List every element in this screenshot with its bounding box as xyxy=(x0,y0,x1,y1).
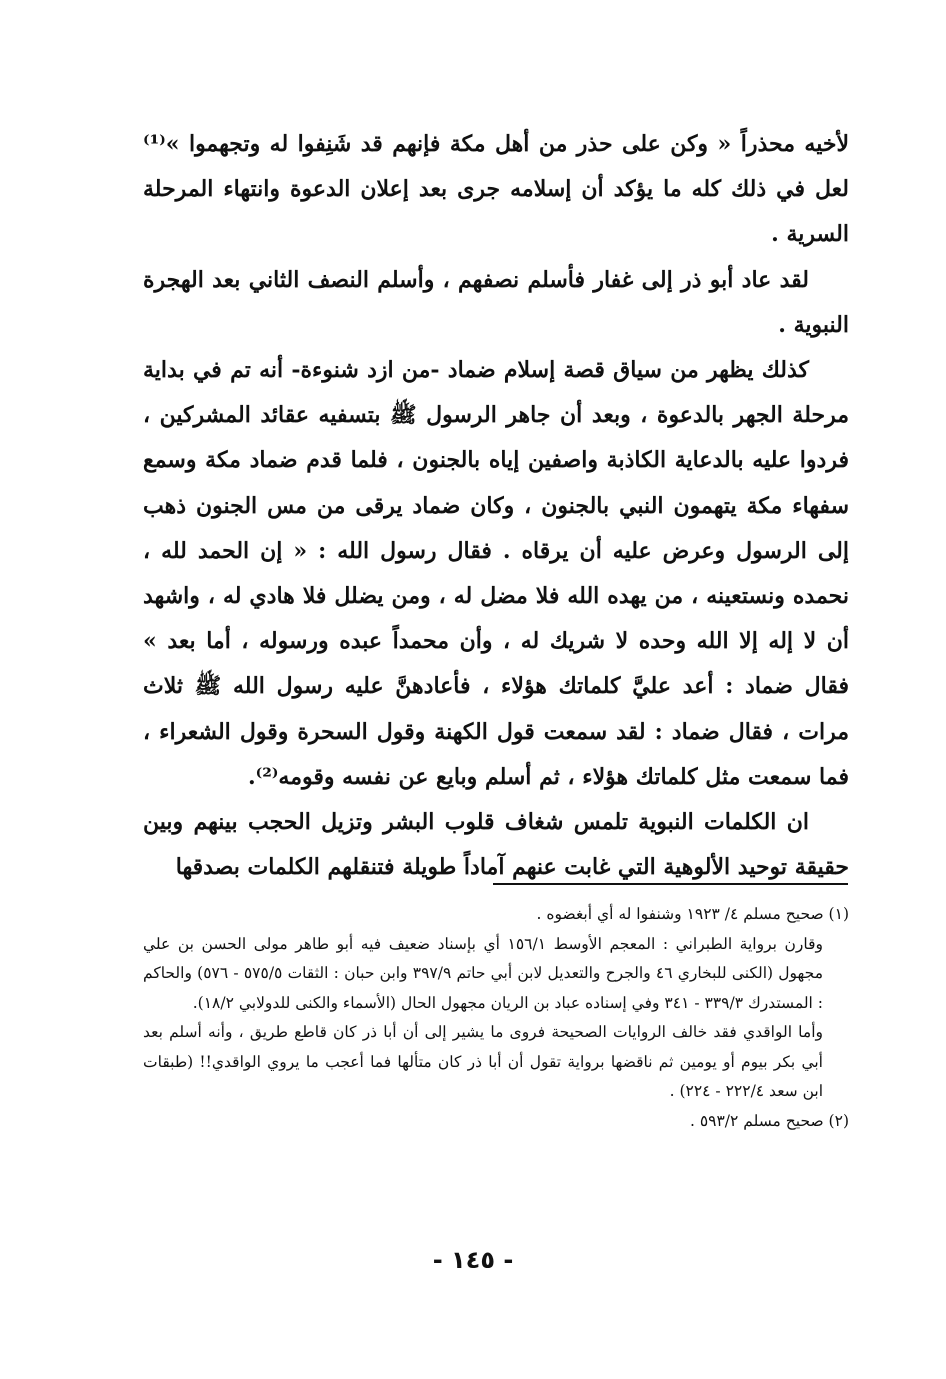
footnote-1-continuation-b: وأما الواقدي فقد خالف الروايات الصحيحة فروى ما يشير إلى أن أبا ذر كان قاطع طريق ، وأنه أسلم بعد أبي بكر بيوم أو يومين ثم ناقضها برواية تقول أن أبا ذر كان متألها فما أعجب ما يروي الواقدي!! (طبقات ابن سعد ٢٢٢/٤ - ٢٢٤) . xyxy=(143,1023,823,1100)
footnotes-section xyxy=(143,900,849,1136)
footnote-divider xyxy=(493,883,848,885)
page-number: - ١٤٥ - xyxy=(432,1246,514,1274)
paragraph-1: لأخيه محذراً « وكن على حذر من أهل مكة فإنهم قد شَنِفوا له وتجهموا »⁽¹⁾ لعل في ذلك كله ما يؤكد أن إسلامه جرى بعد إعلان الدعوة وانتهاء المرحلة السرية . xyxy=(143,131,849,248)
paragraph-4: ان الكلمات النبوية تلمس شغاف قلوب البشر وتزيل الحجب بينهم وبين حقيقة توحيد الألوهية التي غابت عنهم آماداً طويلة فتنقلهم الكلمات بصدقها xyxy=(143,809,849,881)
footnote-1: (١) صحيح مسلم ٤/ ١٩٢٣ وشنفوا له أي أبغضوه . xyxy=(536,905,849,923)
paragraph-2: لقد عاد أبو ذر إلى غفار فأسلم نصفهم ، وأسلم النصف الثاني بعد الهجرة النبوية . xyxy=(143,266,849,338)
footnote-1-continuation-a: وقارن برواية الطبراني : المعجم الأوسط ١٥٦/١ أي بإسناد ضعيف فيه أبو طاهر مولى الحسن بن علي مجهول (الكنى للبخاري ٤٦ والجرح والتعديل لابن أبي حاتم ٣٩٧/٩ وابن حبان : الثقات ٥٧٥/٥ - ٥٧٦) والحاكم : المستدرك ٣٣٩/٣ - ٣٤١ وفي إسناده عباد بن الريان مجهول الحال (الأسماء والكنى للدولابي ١٨/٢). xyxy=(143,934,823,1012)
main-text-body xyxy=(143,122,849,890)
paragraph-3: كذلك يظهر من سياق قصة إسلام ضماد -من ازد شنوءة- أنه تم في بداية مرحلة الجهر بالدعوة ، وبعد أن جاهر الرسول ﷺ بتسفيه عقائد المشركين ، فردوا عليه بالدعاية الكاذبة واصفين إياه بالجنون ، فلما قدم ضماد مكة وسمع سفهاء مكة يتهمون النبي بالجنون ، وكان ضماد يرقى من مس الجنون ذهب إلى الرسول وعرض عليه أن يرقاه . فقال رسول الله : « إن الحمد لله ، نحمده ونستعينه ، من يهده الله فلا مضل له ، ومن يضلل فلا هادي له ، واشهد أن لا إله إلا الله وحده لا شريك له ، وأن محمداً عبده ورسوله ، أما بعد » فقال ضماد : أعد عليَّ كلماتك هؤلاء ، فأعادهنَّ عليه رسول الله ﷺ ثلاث مرات ، فقال ضماد : لقد سمعت قول الكهنة وقول السحرة وقول الشعراء ، فما سمعت مثل كلماتك هؤلاء ، ثم أسلم وبايع عن نفسه وقومه⁽²⁾. xyxy=(143,357,849,790)
footnote-2: (٢) صحيح مسلم ٥٩٣/٢ . xyxy=(689,1111,849,1130)
